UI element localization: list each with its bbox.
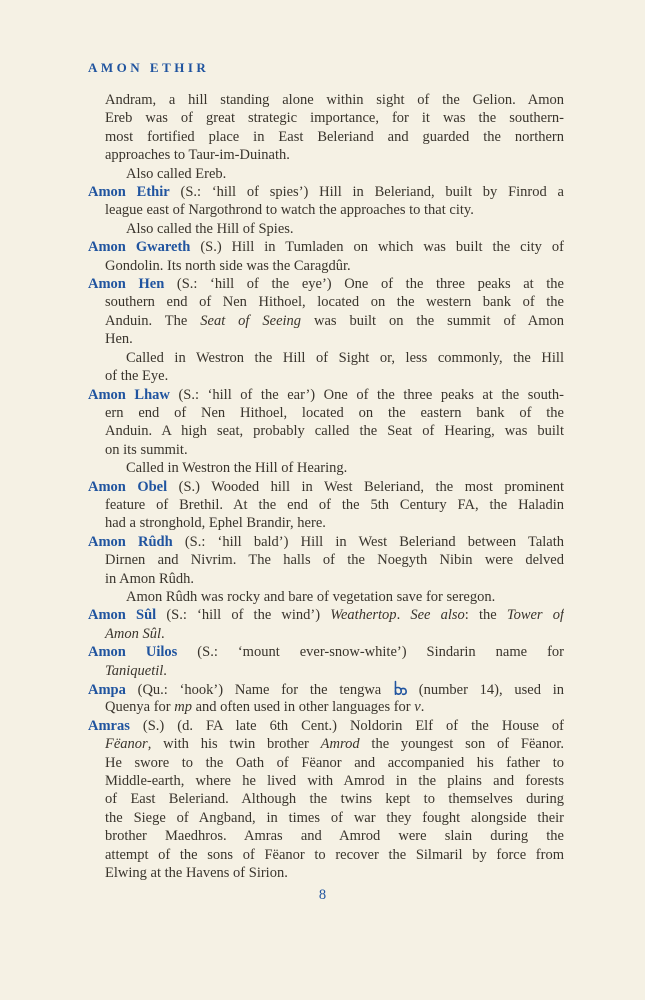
text-line: approaches to Taur-im-Duinath. [105, 147, 290, 164]
text-line: Gondolin. Its north side was the Caragdûr. [105, 257, 351, 274]
text-line: Amon Rûdh was rocky and bare of vegetation save for seregon. [126, 588, 496, 605]
entry-headword: Amon Hen [88, 276, 165, 293]
entry-paragraph [88, 643, 564, 680]
text-line: Called in Westron the Hill of Sight or, less commonly, the Hill [126, 349, 564, 366]
text-line: most fortified place in East Beleriand and guarded the northern [105, 128, 564, 145]
text-line: Amon Rûdh (S.: ‘hill bald’) Hill in West Beleriand between Talath [88, 533, 564, 550]
text-line: Called in Westron the Hill of Hearing. [126, 460, 348, 477]
text-line: Amon Obel (S.) Wooded hill in West Beleriand, the most prominent [88, 478, 564, 495]
continuation-paragraph [88, 91, 564, 165]
text-line: Ereb was of great strategic importance, for it was the southern- [105, 110, 564, 127]
entry-paragraph [88, 533, 564, 588]
running-head: AMON ETHIR [88, 60, 210, 75]
entry-headword: Amon Sûl [88, 607, 157, 624]
sub-paragraph [88, 588, 564, 606]
entry-paragraph [88, 606, 564, 643]
entry-paragraph [88, 717, 564, 883]
text-line: Taniquetil. [105, 662, 167, 679]
text-line: Amon Lhaw (S.: ‘hill of the ear’) One of the three peaks at the south- [88, 386, 564, 403]
sub-paragraph [88, 459, 564, 477]
text-line: Anduin. A high seat, probably called the Seat of Hearing, was built [105, 423, 564, 440]
text-line: Amon Sûl. [105, 625, 165, 642]
text-line: Anduin. The Seat of Seeing was built on the summit of Amon [105, 312, 564, 329]
text-line: Elwing at the Havens of Sirion. [105, 865, 288, 882]
text-line: of the Eye. [105, 368, 169, 385]
text-line: had a stronghold, Ephel Brandir, here. [105, 515, 326, 532]
text-line: on its summit. [105, 441, 188, 458]
text-line: feature of Brethil. At the end of the 5th Century FA, the Haladin [105, 496, 564, 513]
text-line: Dirnen and Nivrim. The halls of the Noegyth Nibin were delved [105, 552, 564, 569]
text-line: brother Maedhros. Amras and Amrod were slain during the [105, 828, 564, 845]
text-line: Amon Gwareth (S.) Hill in Tumladen on which was built the city of [88, 239, 564, 256]
text-line: Middle-earth, where he lived with Amrod in the plains and forests [105, 773, 564, 790]
sub-paragraph [88, 349, 564, 386]
entry-paragraph [88, 680, 564, 717]
italic-text: Amrod [320, 736, 360, 753]
entry-headword: Amon Rûdh [88, 533, 173, 550]
text-line: Ampa (Qu.: ‘hook’) Name for the tengwa (number 14), used in [88, 682, 564, 698]
text-line: league east of Nargothrond to watch the approaches to that city. [105, 202, 474, 219]
text-line: in Amon Rûdh. [105, 570, 195, 587]
text-line: Hen. [105, 331, 133, 348]
text-line: He swore to the Oath of Fëanor and accompanied his father to [105, 754, 564, 771]
italic-text: mp [174, 699, 192, 716]
italic-text: Tower of [506, 607, 564, 624]
text-line: Amon Hen (S.: ‘hill of the eye’) One of the three peaks at the [88, 276, 564, 293]
entry-headword: Amon Uilos [88, 644, 178, 661]
entry-paragraph [88, 478, 564, 533]
text-line: the Siege of Angband, in times of war they fought alongside their [105, 809, 564, 826]
entry-paragraph [88, 386, 564, 460]
text-line: Quenya for mp and often used in other languages for v. [105, 699, 425, 716]
entry-headword: Ampa [88, 682, 126, 698]
italic-text: Taniquetil [105, 662, 164, 679]
dictionary-entries [88, 91, 564, 882]
entry-paragraph [88, 183, 564, 220]
text-line: ern end of Nen Hithoel, located on the eastern bank of the [105, 404, 564, 421]
page-number: 8 [318, 887, 327, 903]
text-line: southern end of Nen Hithoel, located on the western bank of the [105, 294, 564, 311]
sub-paragraph [88, 165, 564, 183]
text-line: Amon Uilos (S.: ‘mount ever-snow-white’) Sindarin name for [88, 644, 564, 661]
sub-paragraph [88, 220, 564, 238]
italic-text: v [414, 699, 421, 716]
entry-headword: Amras [88, 717, 130, 734]
entry-headword: Amon Ethir [88, 184, 170, 201]
text-line: of East Beleriand. Although the twins kept to themselves during [105, 791, 564, 808]
tengwa-ampa-icon [393, 680, 407, 698]
entry-headword: Amon Lhaw [88, 386, 170, 403]
entry-headword: Amon Obel [88, 478, 168, 495]
text-line: Andram, a hill standing alone within sight of the Gelion. Amon [105, 92, 564, 108]
text-line: attempt of the sons of Fëanor to recover the Silmaril by force from [105, 846, 564, 863]
italic-text: Seat of Seeing [200, 312, 302, 329]
text-line: Also called the Hill of Spies. [126, 220, 294, 237]
entry-headword: Amon Gwareth [88, 239, 191, 256]
italic-text: Fëanor [105, 736, 148, 753]
text-line: Also called Ereb. [126, 165, 227, 182]
text-line: Fëanor, with his twin brother Amrod the youngest son of Fëanor. [105, 736, 564, 753]
text-line: Amon Sûl (S.: ‘hill of the wind’) Weathertop. See also: the Tower of [88, 607, 564, 624]
italic-text: See also [410, 607, 465, 624]
italic-text: Amon Sûl [105, 625, 161, 642]
text-line: Amon Ethir (S.: ‘hill of spies’) Hill in Beleriand, built by Finrod a [88, 184, 564, 201]
entry-paragraph [88, 238, 564, 275]
text-line: Amras (S.) (d. FA late 6th Cent.) Noldorin Elf of the House of [88, 717, 564, 734]
italic-text: Weathertop [330, 607, 397, 624]
entry-paragraph [88, 275, 564, 349]
